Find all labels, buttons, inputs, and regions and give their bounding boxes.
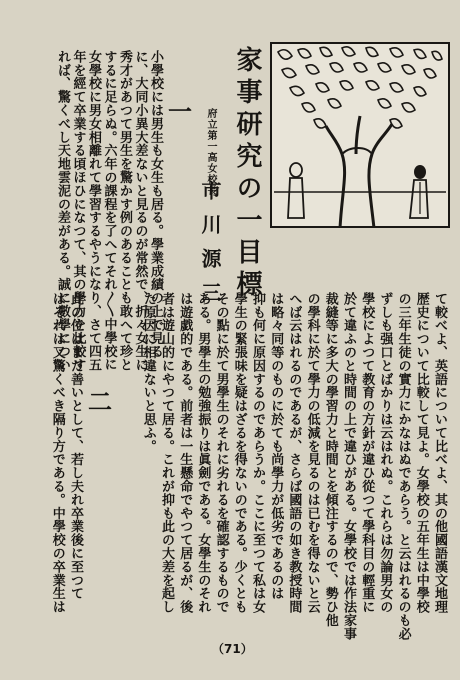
text-column: 此の位はまだ善いとして、若し夫れ卒業後に至つて xyxy=(68,292,83,601)
text-column: 小學校には男生も女生も居る。學業成績の上で見る xyxy=(148,50,163,359)
text-column: するに足らぬ。六年の課程を了へてそれ〳〵中學校に xyxy=(101,50,117,372)
text-column: その點に於て男學生のそれに劣れるを確認するもので xyxy=(213,292,229,614)
author-name: 市川源三 xyxy=(198,180,222,316)
text-column: 女學校に男女相離れて學習するやうになり、さて四五 xyxy=(86,50,101,372)
text-column: は遊戯的である。前者は一生懸命でやつて居るが、後 xyxy=(177,292,193,614)
text-column: 秀才があつて男生を驚かす例のあることも敢へて珍と xyxy=(117,50,132,372)
text-column: はそれは又驚くべき隔り方である。中學校の卒業生は xyxy=(49,292,65,614)
text-column: ある。男學生の勉強振りは眞劍である。女學生のそれ xyxy=(195,292,211,614)
text-column: 年を經て卒業する頃ほひになつて、其の學力を比較す xyxy=(70,50,86,372)
text-column: 者は遊山的にやつて居る。これが抑も此の大差を起し xyxy=(159,292,174,614)
text-column: 歴史について比較して見よ。女學校の五年生は中學校 xyxy=(413,292,429,614)
text-column: の三年生徒の實力にかなはぬであらう。と云はれるのも必 xyxy=(395,292,411,641)
text-column: へば云はれるのであるが、さらば國語の如き教授時間 xyxy=(286,292,302,614)
text-column: て較べよ、英語について比べよ、其の他國語漢文地理 xyxy=(432,292,447,614)
text-column: た原因に相違ないと思ふ。 xyxy=(140,292,156,453)
text-column: 學生の緊張味を疑はざるを得ないのである。少くとも xyxy=(231,292,247,614)
article-title: 家事研究の一目標 xyxy=(232,46,262,302)
section-number-one: 一 xyxy=(168,97,192,126)
text-column: 學校によつて教育の方針が違ひ從つて學科目の輕重に xyxy=(359,292,375,614)
text-column: は略々同等のものに於ても尚學力が低劣であるのは xyxy=(268,292,284,601)
page-number: （71） xyxy=(212,642,253,656)
text-column: 裁縫等に多大の學習力と時間とを傾注するので、勢ひ他 xyxy=(322,292,338,627)
section-number-two: 二 xyxy=(88,387,112,416)
author-affiliation: 府立第一高女校長 xyxy=(205,108,216,196)
text-column: に、大同小異大差ないと見るのが常然で、折々女生に xyxy=(132,50,148,372)
tree-illustration xyxy=(270,42,450,228)
text-column: ずしも强口とばかりは云はれぬ。これらは勿論男女の xyxy=(377,292,393,614)
text-column: 於て違ふのと時間の上で違ひがある。女學校では作法家事 xyxy=(341,292,356,641)
text-column: の學科に於て學力の低減を見るのは已むを得ないと云 xyxy=(304,292,320,614)
text-column: れば、驚くべし天地雲泥の差がある。誠に數學につい xyxy=(55,50,70,372)
text-column: 抑も何に原因するのであらうか。ここに至つて私は女 xyxy=(250,292,265,614)
